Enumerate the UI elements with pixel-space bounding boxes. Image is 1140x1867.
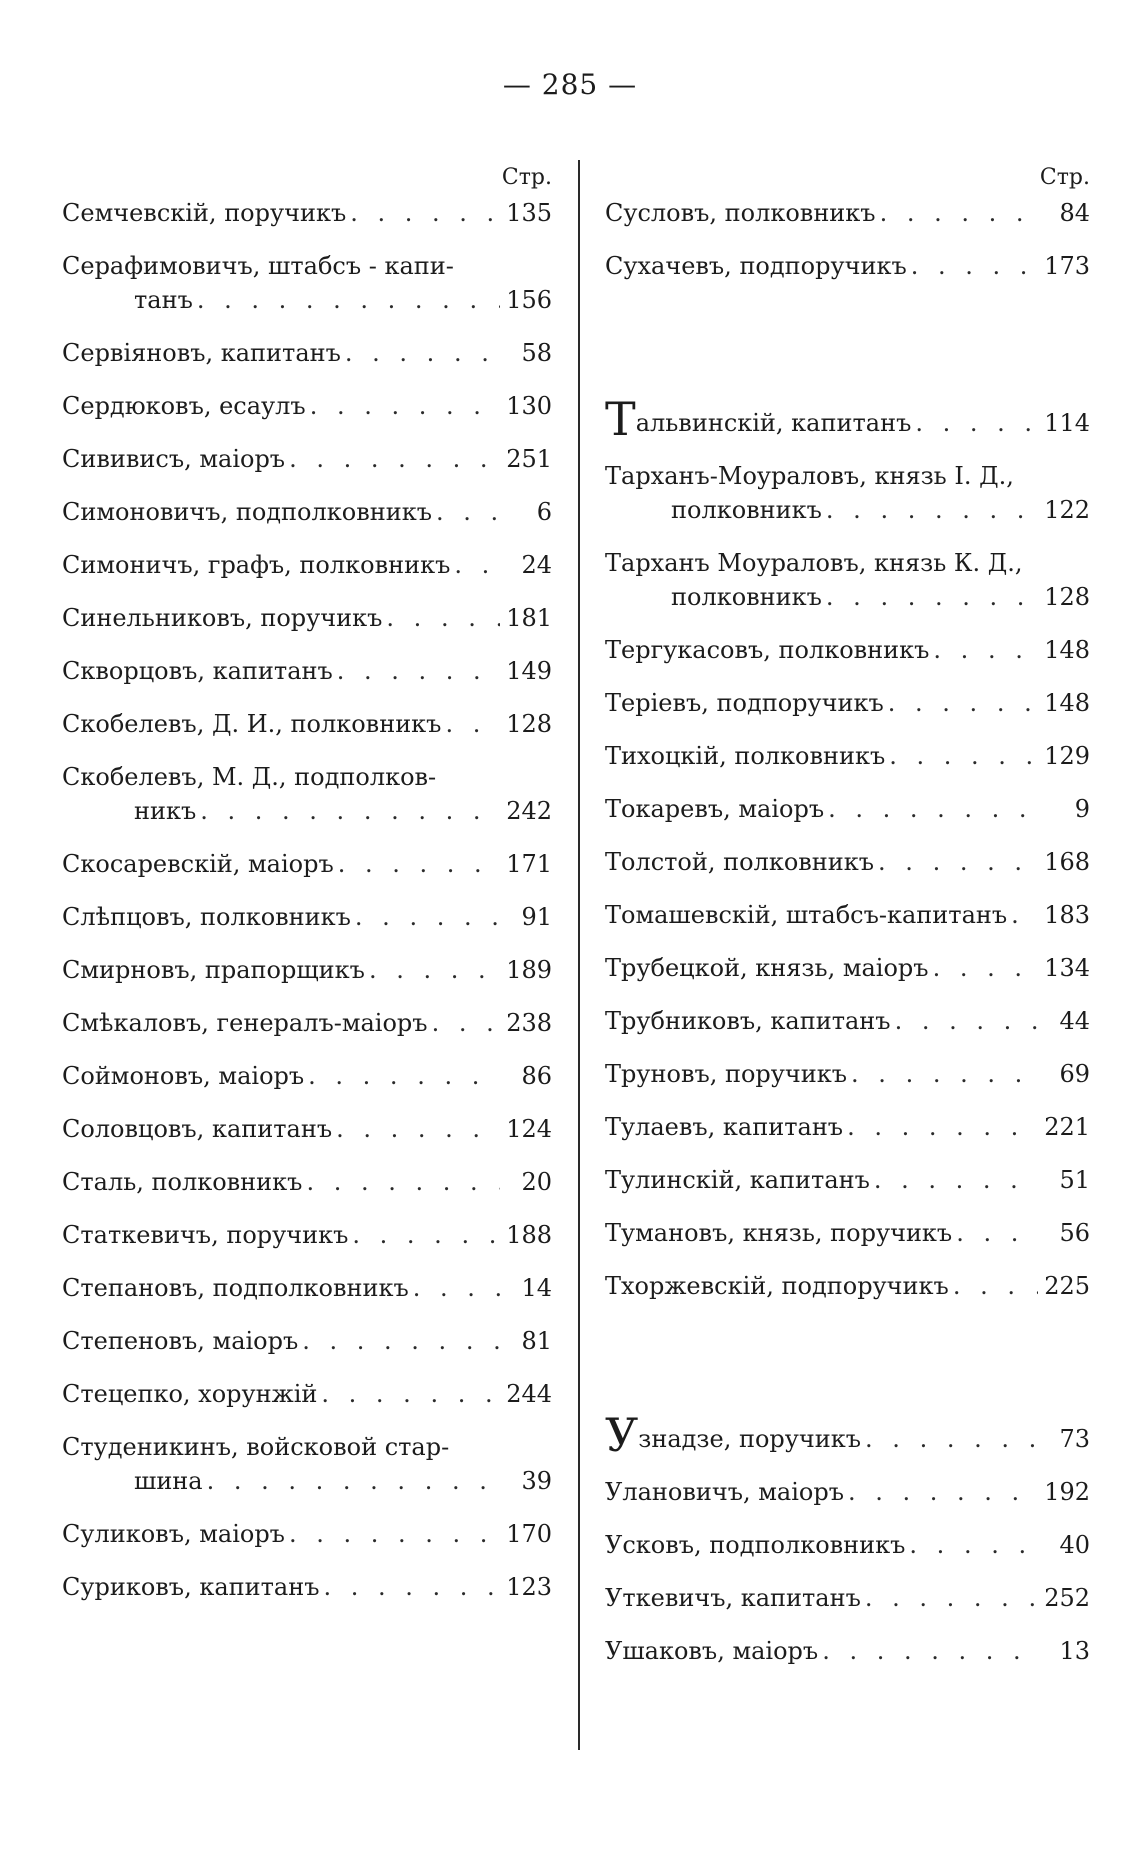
entry-name: Симоничъ, графъ, полковникъ: [62, 551, 451, 579]
entry-name: Статкевичъ, поручикъ: [62, 1221, 349, 1249]
entry-page: 91: [521, 903, 552, 931]
entry-page: 122: [1044, 496, 1090, 524]
entry-name: Сививисъ, маіоръ: [62, 445, 286, 473]
index-entry: [605, 633, 1090, 667]
entry-page: 81: [521, 1327, 552, 1355]
entry-page: 128: [1044, 583, 1090, 611]
index-entry: [62, 196, 552, 230]
entry-name: Скобелевъ, Д. И., полковникъ: [62, 710, 442, 738]
page-number: — 285 —: [502, 68, 638, 101]
entry-page: 69: [1059, 1060, 1090, 1088]
right-column: [605, 160, 1090, 1687]
index-entry: [605, 1269, 1090, 1303]
entry-page: 242: [506, 797, 552, 825]
entry-name-cont: никъ: [134, 797, 197, 825]
entry-page: 20: [521, 1168, 552, 1196]
index-entry: [605, 1057, 1090, 1091]
entry-page: 40: [1059, 1531, 1090, 1559]
dot-leader: [302, 1324, 500, 1358]
entry-name: Симоновичъ, подполковникъ: [62, 498, 432, 526]
dot-leader: [350, 196, 500, 230]
entry-page: 148: [1044, 689, 1090, 717]
entry-page: 9: [1074, 795, 1090, 823]
entry-name-cont: шина: [134, 1467, 203, 1495]
entry-page: 189: [506, 956, 552, 984]
entry-name: Синельниковъ, поручикъ: [62, 604, 383, 632]
dot-leader: [310, 389, 500, 423]
dot-leader: [289, 442, 500, 476]
entry-name: Студеникинъ, войсковой стар-: [62, 1433, 450, 1461]
entry-name: Сталь, полковникъ: [62, 1168, 303, 1196]
entry-page: 128: [506, 710, 552, 738]
dot-leader: [851, 1057, 1038, 1091]
entry-name: Тумановъ, князь, поручикъ: [605, 1219, 953, 1247]
index-entry: [62, 1112, 552, 1146]
entry-name-cont: полковникъ: [671, 496, 822, 524]
index-entry: [605, 459, 1090, 527]
dot-leader: [432, 1006, 500, 1040]
dot-leader: [355, 900, 500, 934]
dot-leader: [865, 1422, 1038, 1456]
entry-name: Суликовъ, маіоръ: [62, 1520, 285, 1548]
left-column: [62, 160, 552, 1623]
entry-name-rest: альвинскій, капитанъ: [635, 409, 912, 437]
index-entry: [62, 601, 552, 635]
entry-page: 181: [506, 604, 552, 632]
entry-page: 192: [1044, 1478, 1090, 1506]
entry-name: Семчевскій, поручикъ: [62, 199, 347, 227]
index-entry: [62, 953, 552, 987]
entry-name: [605, 392, 912, 446]
entry-name: [605, 1408, 862, 1462]
entry-name: Скобелевъ, М. Д., подполков-: [62, 763, 437, 791]
entry-page: 183: [1044, 901, 1090, 929]
dot-leader: [436, 495, 500, 529]
entry-page: 221: [1044, 1113, 1090, 1141]
dot-leader: [337, 654, 500, 688]
entry-name: Суриковъ, капитанъ: [62, 1573, 320, 1601]
index-entry: [605, 1528, 1090, 1562]
entry-name-cont: полковникъ: [671, 583, 822, 611]
dot-leader: [336, 1112, 500, 1146]
dot-leader: [308, 1059, 500, 1093]
dot-leader: [352, 1218, 500, 1252]
entry-page: 39: [521, 1467, 552, 1495]
dot-leader: [345, 336, 500, 370]
entry-page: 56: [1059, 1219, 1090, 1247]
index-entry: [605, 1634, 1090, 1668]
index-entry: [62, 847, 552, 881]
index-entry: [62, 900, 552, 934]
index-entry: [62, 1377, 552, 1411]
dot-leader: [874, 1163, 1038, 1197]
entry-page: 13: [1059, 1637, 1090, 1665]
index-entry: [605, 1004, 1090, 1038]
dot-leader: [953, 1269, 1038, 1303]
entry-name-cont: танъ: [134, 286, 193, 314]
index-entry: [62, 1430, 552, 1498]
index-entry: [62, 442, 552, 476]
dot-leader: [413, 1271, 500, 1305]
entry-page: 135: [506, 199, 552, 227]
index-entry: [605, 196, 1090, 230]
entry-name: Сусловъ, полковникъ: [605, 199, 876, 227]
entry-name: Стецепко, хорунжій: [62, 1380, 318, 1408]
dot-leader: [200, 794, 500, 828]
dot-leader: [848, 1475, 1038, 1509]
entry-page: 6: [536, 498, 552, 526]
dot-leader: [454, 548, 500, 582]
entry-name: Соймоновъ, маіоръ: [62, 1062, 305, 1090]
entry-page: 134: [1044, 954, 1090, 982]
index-entry: [605, 249, 1090, 283]
dot-leader: [909, 1528, 1038, 1562]
entry-page: 252: [1044, 1584, 1090, 1612]
entry-name: Слѣпцовъ, полковникъ: [62, 903, 351, 931]
entry-name: Тарханъ Моураловъ, князь К. Д.,: [605, 549, 1023, 577]
index-entry: [62, 1218, 552, 1252]
index-entry: [62, 1006, 552, 1040]
index-entry: [62, 707, 552, 741]
index-entry: [605, 1163, 1090, 1197]
entry-name: Сервіяновъ, капитанъ: [62, 339, 341, 367]
entry-page: 86: [521, 1062, 552, 1090]
index-entry: [62, 1570, 552, 1604]
dot-leader: [338, 847, 500, 881]
dot-leader: [933, 633, 1038, 667]
section-initial: Т: [605, 392, 636, 446]
dot-leader: [911, 249, 1038, 283]
entry-page: 225: [1044, 1272, 1090, 1300]
entry-name: Соловцовъ, капитанъ: [62, 1115, 333, 1143]
dot-leader: [880, 196, 1038, 230]
dot-leader: [889, 739, 1038, 773]
index-entry: [605, 739, 1090, 773]
index-entry: [62, 249, 552, 317]
index-entry: [605, 792, 1090, 826]
entry-name: Скосаревскій, маіоръ: [62, 850, 334, 878]
entry-name-rest: знадзе, поручикъ: [638, 1425, 862, 1453]
dot-leader: [865, 1581, 1038, 1615]
entry-name: Тулинскій, капитанъ: [605, 1166, 870, 1194]
entry-page: 149: [506, 657, 552, 685]
entry-name: Сухачевъ, подпоручикъ: [605, 252, 907, 280]
entry-name: Теріевъ, подпоручикъ: [605, 689, 884, 717]
dot-leader: [207, 1464, 500, 1498]
dot-leader: [847, 1110, 1038, 1144]
entry-page: 44: [1059, 1007, 1090, 1035]
entry-page: 156: [506, 286, 552, 314]
entry-name: Тхоржевскій, подпоручикъ: [605, 1272, 949, 1300]
dot-leader: [386, 601, 500, 635]
index-entry: [605, 845, 1090, 879]
entry-page: 168: [1044, 848, 1090, 876]
entry-name: Усковъ, подполковникъ: [605, 1531, 906, 1559]
index-entry: [605, 392, 1090, 446]
dot-leader: [369, 953, 500, 987]
index-entry: [605, 1408, 1090, 1462]
section-initial: У: [605, 1408, 639, 1462]
index-entry: [62, 760, 552, 828]
entry-page: 124: [506, 1115, 552, 1143]
entry-page: 188: [506, 1221, 552, 1249]
entry-name: Сердюковъ, есаулъ: [62, 392, 306, 420]
entry-page: 129: [1044, 742, 1090, 770]
entry-page: 173: [1044, 252, 1090, 280]
entry-page: 84: [1059, 199, 1090, 227]
index-entry: [605, 898, 1090, 932]
entry-page: 51: [1059, 1166, 1090, 1194]
page-column-header: Стр.: [1039, 165, 1090, 190]
entry-page: 58: [521, 339, 552, 367]
dot-leader: [321, 1377, 500, 1411]
index-entry: [605, 1581, 1090, 1615]
dot-leader: [956, 1216, 1038, 1250]
index-entry: [62, 336, 552, 370]
entry-name: Ушаковъ, маіоръ: [605, 1637, 819, 1665]
entry-name: Уткевичъ, капитанъ: [605, 1584, 861, 1612]
entry-page: 114: [1044, 409, 1090, 437]
index-entry: [62, 654, 552, 688]
index-entry: [62, 548, 552, 582]
index-entry: [605, 1110, 1090, 1144]
index-entry: [62, 1517, 552, 1551]
index-entry: [62, 1324, 552, 1358]
dot-leader: [826, 493, 1038, 527]
dot-leader: [323, 1570, 500, 1604]
entry-name: Улановичъ, маіоръ: [605, 1478, 844, 1506]
entry-page: 130: [506, 392, 552, 420]
entry-page: 171: [506, 850, 552, 878]
dot-leader: [826, 580, 1038, 614]
dot-leader: [915, 406, 1038, 440]
entry-name: Тулаевъ, капитанъ: [605, 1113, 844, 1141]
dot-leader: [888, 686, 1038, 720]
entry-name: Томашевскій, штабсъ-капитанъ: [605, 901, 1008, 929]
dot-leader: [828, 792, 1038, 826]
entry-page: 238: [506, 1009, 552, 1037]
entry-page: 73: [1059, 1425, 1090, 1453]
index-entry: [605, 951, 1090, 985]
index-entry: [62, 495, 552, 529]
entry-name: Тихоцкій, полковникъ: [605, 742, 886, 770]
entry-name: Трубецкой, князь, маіоръ: [605, 954, 929, 982]
entry-page: 251: [506, 445, 552, 473]
index-entry: [605, 546, 1090, 614]
entry-name: Тарханъ-Моураловъ, князь І. Д.,: [605, 462, 1014, 490]
section-gap: [605, 1322, 1090, 1418]
dot-leader: [445, 707, 500, 741]
index-entry: [62, 1271, 552, 1305]
dot-leader: [1011, 898, 1038, 932]
entry-name: Скворцовъ, капитанъ: [62, 657, 333, 685]
dot-leader: [197, 283, 500, 317]
entry-name: Серафимовичъ, штабсъ - капи-: [62, 252, 454, 280]
entry-name: Смѣкаловъ, генералъ-маіоръ: [62, 1009, 428, 1037]
entry-name: Труновъ, поручикъ: [605, 1060, 848, 1088]
dot-leader: [289, 1517, 500, 1551]
entry-page: 24: [521, 551, 552, 579]
page-column-header: Стр.: [501, 165, 552, 190]
entry-page: 14: [521, 1274, 552, 1302]
entry-name: Степеновъ, маіоръ: [62, 1327, 299, 1355]
section-gap: [605, 302, 1090, 402]
index-entry: [62, 389, 552, 423]
entry-name: Тергукасовъ, полковникъ: [605, 636, 930, 664]
index-entry: [62, 1059, 552, 1093]
index-entry: [605, 686, 1090, 720]
dot-leader: [878, 845, 1038, 879]
entry-page: 244: [506, 1380, 552, 1408]
index-entry: [62, 1165, 552, 1199]
entry-name: Толстой, полковникъ: [605, 848, 875, 876]
index-entry: [605, 1475, 1090, 1509]
entry-name: Трубниковъ, капитанъ: [605, 1007, 891, 1035]
dot-leader: [306, 1165, 500, 1199]
column-divider: [578, 160, 580, 1750]
entry-page: 123: [506, 1573, 552, 1601]
entry-name: Токаревъ, маіоръ: [605, 795, 825, 823]
entry-page: 148: [1044, 636, 1090, 664]
dot-leader: [822, 1634, 1038, 1668]
index-entry: [605, 1216, 1090, 1250]
entry-page: 170: [506, 1520, 552, 1548]
dot-leader: [933, 951, 1038, 985]
dot-leader: [895, 1004, 1038, 1038]
entry-name: Степановъ, подполковникъ: [62, 1274, 409, 1302]
entry-name: Смирновъ, прапорщикъ: [62, 956, 365, 984]
